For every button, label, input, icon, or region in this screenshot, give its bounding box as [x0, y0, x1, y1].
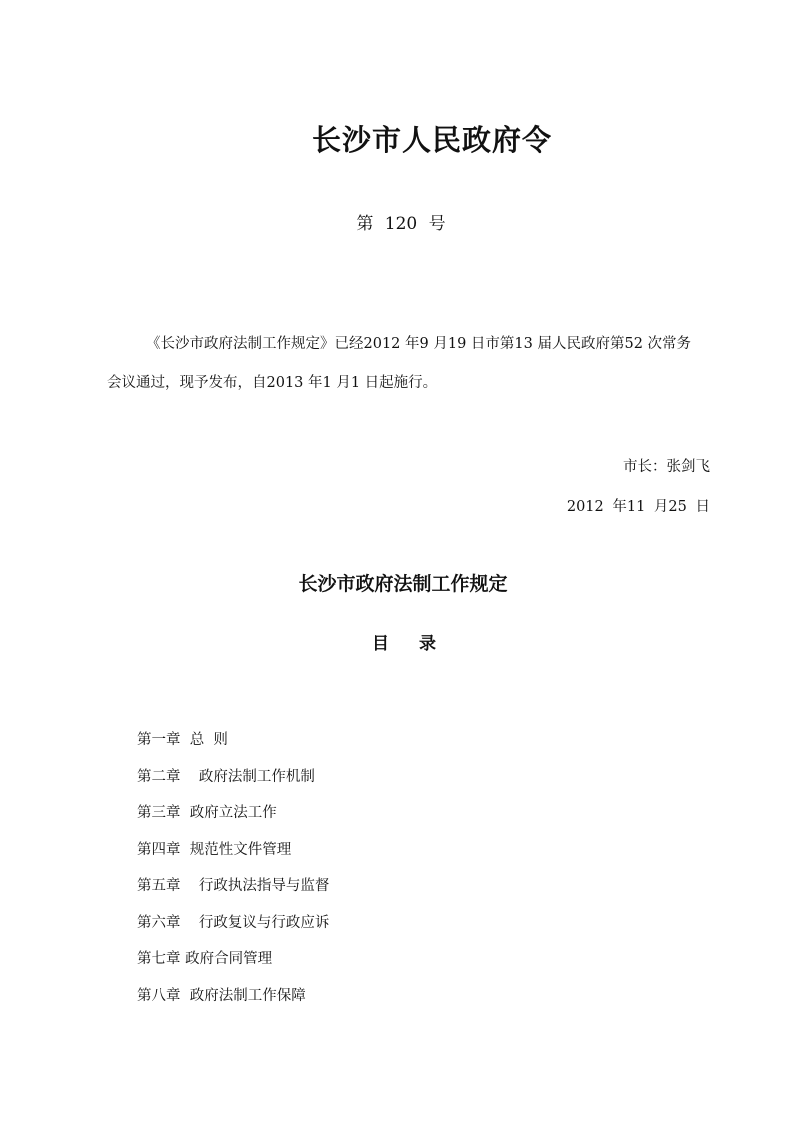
- toc-item-chapter-4: 第四章 规范性文件管理: [137, 841, 292, 858]
- toc-item-chapter-8: 第八章 政府法制工作保障: [137, 987, 306, 1004]
- table-of-contents: [137, 730, 329, 1022]
- toc-heading: 目 录: [372, 634, 448, 654]
- mayor-signature: 市长：张剑飞: [623, 459, 710, 475]
- toc-item-chapter-3: 第三章 政府立法工作: [137, 805, 277, 821]
- announcement-line-2: 会议通过，现予发布，自2013 年1 月1 日起施行。: [107, 375, 438, 391]
- toc-item-chapter-2: 第二章 政府法制工作机制: [137, 768, 315, 785]
- toc-item-chapter-1: 第一章 总 则: [137, 732, 228, 748]
- toc-item-chapter-7: 第七章 政府合同管理: [137, 951, 273, 967]
- page-title: 长沙市人民政府令: [311, 123, 552, 157]
- order-number: 第 120 号: [356, 214, 446, 234]
- toc-item-chapter-5: 第五章 行政执法指导与监督: [137, 878, 330, 894]
- regulation-title: 长沙市政府法制工作规定: [298, 573, 508, 595]
- issue-date: 2012 年11 月25 日: [566, 499, 710, 515]
- announcement-line-1: 《长沙市政府法制工作规定》已经2012 年9 月19 日市第13 届人民政府第52 次常务: [146, 336, 692, 352]
- toc-item-chapter-6: 第六章 行政复议与行政应诉: [137, 914, 330, 931]
